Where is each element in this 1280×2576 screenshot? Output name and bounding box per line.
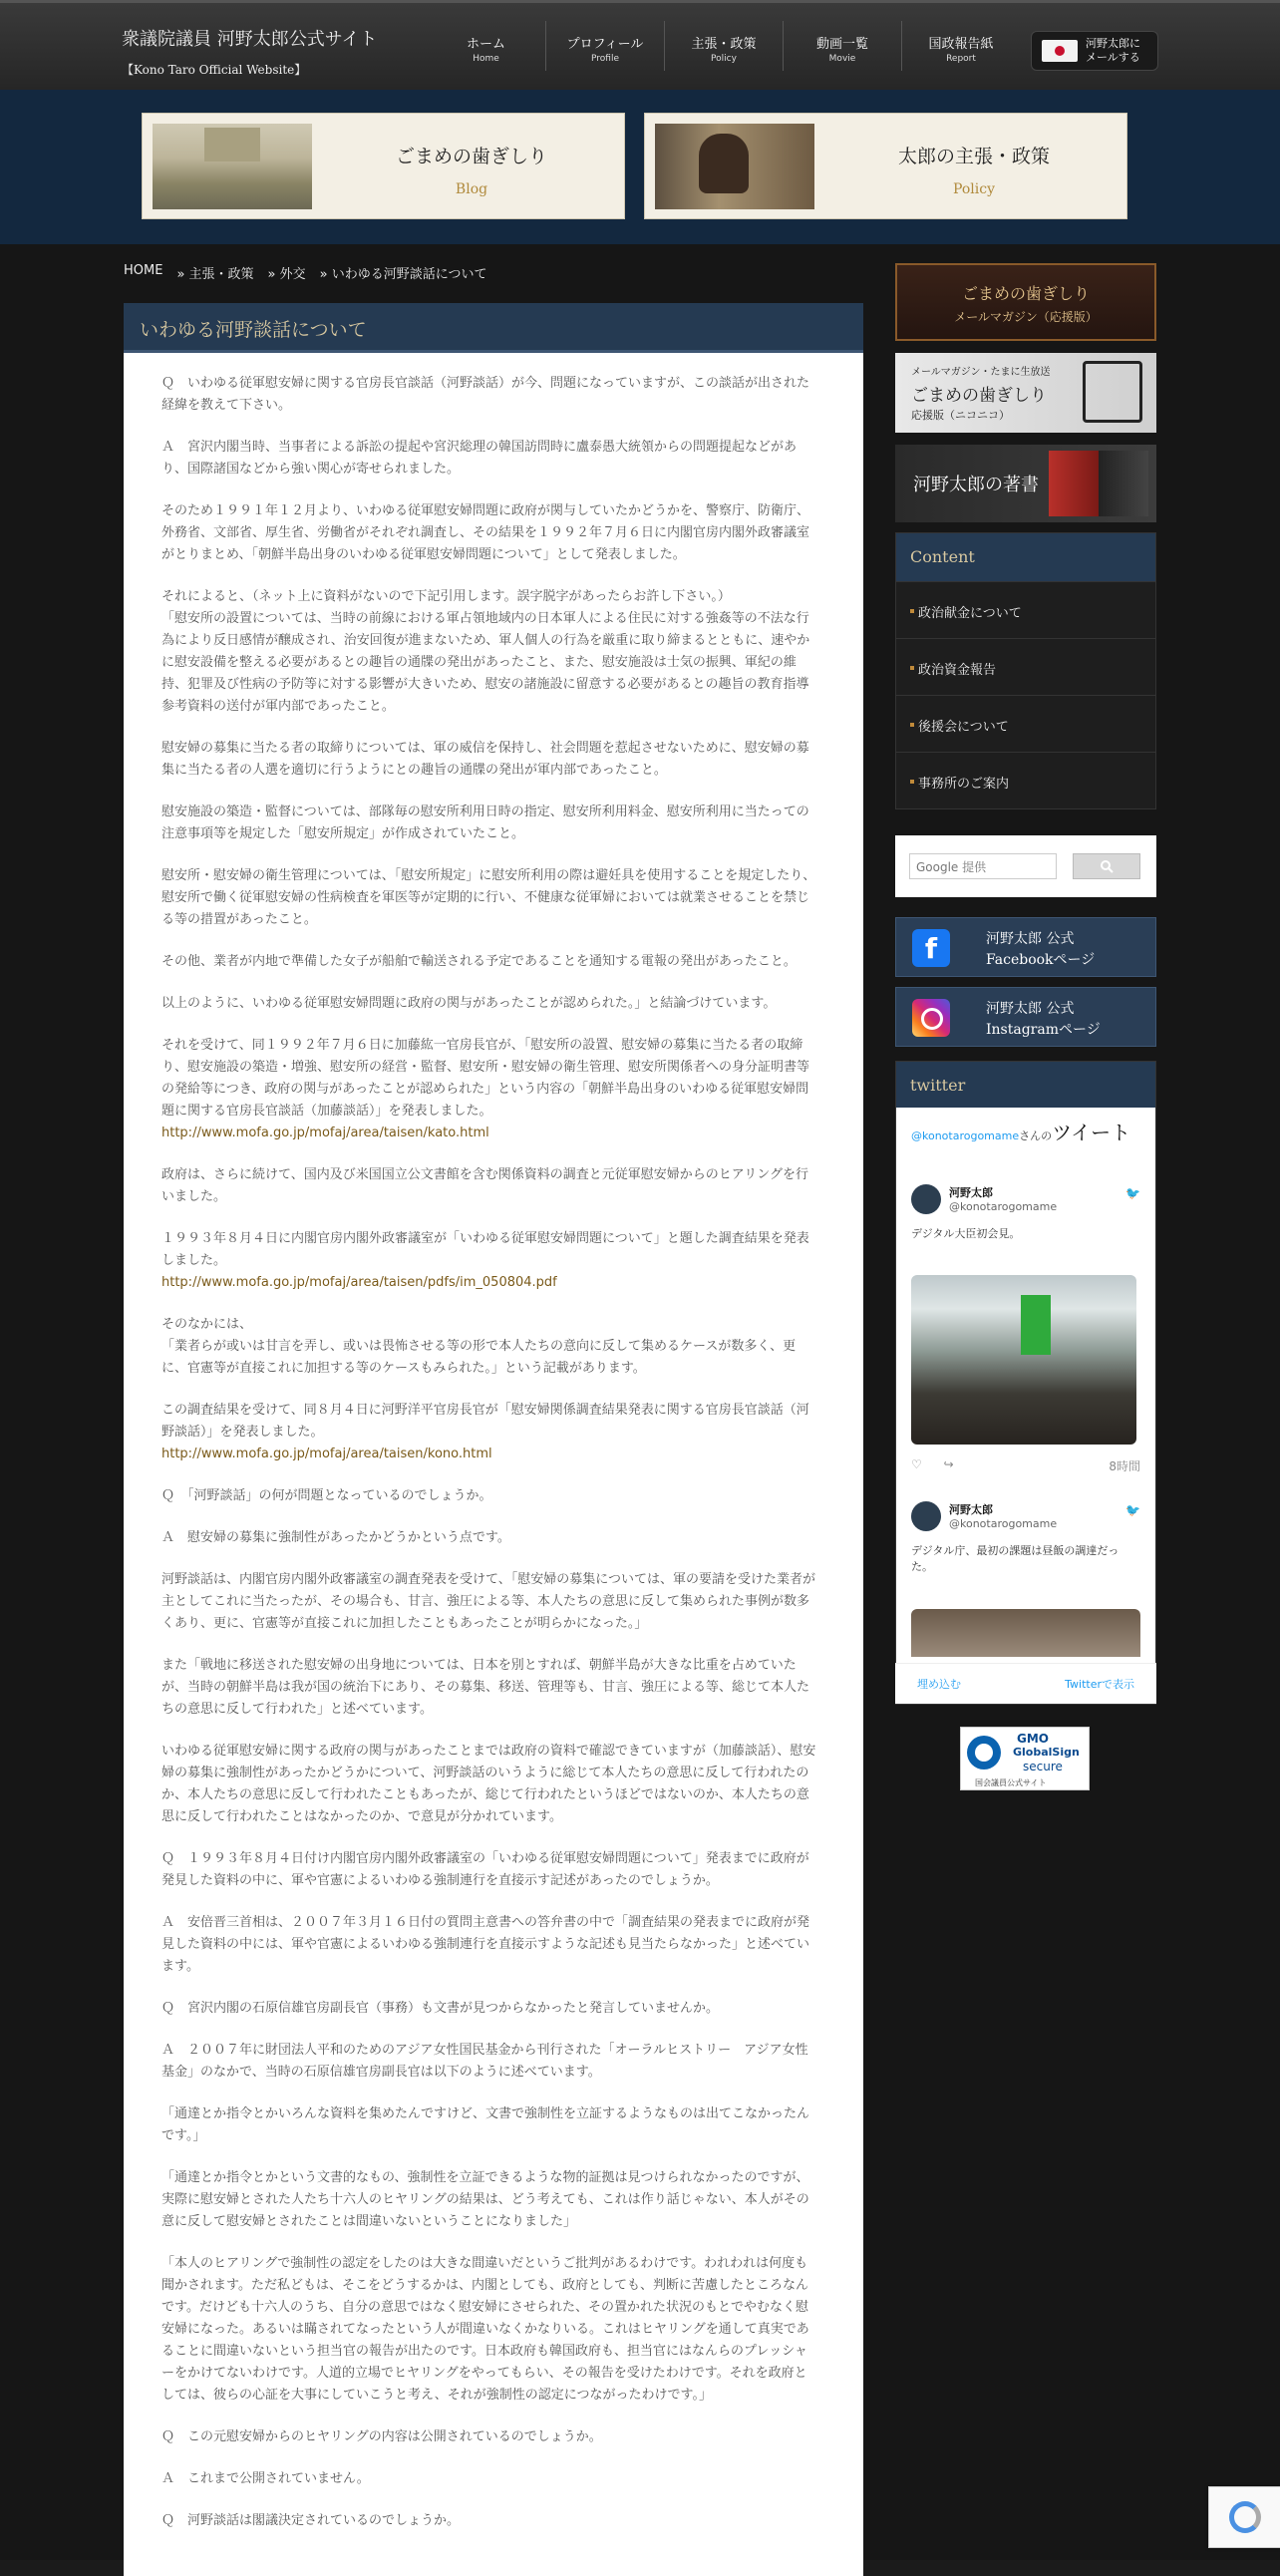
search-input[interactable]: Google 提供 [909, 853, 1057, 879]
twitter-bird-icon: 🐦 [1125, 1186, 1140, 1200]
banner-line: メールマガジン・たまに生放送 [911, 367, 1051, 378]
nav-label: プロフィール [566, 37, 644, 52]
article-paragraph: Ｑ 河野談話は閣議決定されているのでしょうか。 [161, 2513, 461, 2528]
search-box [895, 835, 1156, 897]
article-paragraph: 慰安施設の築造・監督については、部隊毎の慰安所利用日時の指定、慰安所利用料金、慰安所利用に当たっての注意事項等を規定した「慰安所規定」が作成されていたこと。 [161, 805, 809, 841]
banner-line: 河野太郎の著書 [913, 475, 1039, 495]
embed-link[interactable]: 埋め込む [917, 1678, 961, 1691]
banner-line: ごまめの歯ぎしり [911, 386, 1047, 406]
nav-label: 国政報告紙 [928, 37, 994, 52]
banner-line: Facebookページ [986, 952, 1096, 968]
article-paragraph: Ｑ １９９３年８月４日付け内閣官房内閣外政審議室の「いわゆる従軍慰安婦問題について」発表までに政府が発見した資料の中に、軍や官憲によるいわゆる強制連行を直接示す記述があったのでしょうか。 [161, 1851, 809, 1888]
recaptcha-icon [1229, 2501, 1261, 2533]
banner-title: ごまめの歯ぎしり [395, 146, 547, 167]
tweet[interactable] [911, 1501, 1140, 1573]
article-paragraph: 慰安婦の募集に当たる者の取締りについては、軍の威信を保持し、社会問題を惹起させないために、慰安婦の募集に当たる者の人選を適切に行うようにとの趣旨の通牒の発出が軍内部であったこと。 [161, 741, 809, 778]
policy-banner[interactable] [644, 113, 1127, 219]
tweet-handle: @konotarogomame [949, 1517, 1058, 1530]
nav-sublabel: Movie [828, 54, 856, 64]
nav-sublabel: Profile [591, 54, 619, 64]
article-paragraph: また「戦地に移送された慰安婦の出身地については、日本を別とすれば、朝鮮半島が大きな比重を占めていたが、当時の朝鮮半島は我が国の統治下にあり、その募集、移送、管理等も、甘言、強圧による等、総じて本人たちの意思に反して行われた」と述べています。 [161, 1658, 810, 1717]
seal-text: GMO [1017, 1732, 1049, 1746]
heart-icon[interactable]: ♡ [911, 1457, 922, 1471]
tweet-photo[interactable] [911, 1609, 1140, 1657]
content-item-donation[interactable]: 政治献金について [896, 581, 1155, 638]
search-button[interactable] [1073, 853, 1140, 879]
paragraph-text: それを受けて、同１９９２年７月６日に加藤紘一官房長官が、「慰安所の設置、慰安婦の募集に当たる者の取締り、慰安施設の築造・増強、慰安所の経営・監督、慰安所・慰安婦の衛生管理、慰安所関係者への身分証明書等の発給等につき、政府の関与があったことが認められた」という内容の「朝鮮半島出身のいわゆる従軍慰安婦問題に関する官房長官談話（加藤談話）」を発表しました。 [161, 1038, 810, 1119]
content-item-office[interactable]: 事務所のご案内 [896, 752, 1155, 808]
article-paragraph-with-link [161, 1228, 819, 1294]
article-paragraph: それによると、（ネット上に資料がないので下記引用します。誤字脱字があったらお許し下さい。） 「慰安所の設置については、当時の前線における軍占領地域内の日本軍人による住民に対する強姦等の不法な行為により反日感情が醸成され、治安回復が進まないため、軍人個人の行為を厳重に取り締まるとともに、速やかに慰安設備を整える必要があるとの趣旨の通牒の発出があったこと、また、慰安施設は士気の振興、軍紀の維持、犯罪及び性病の予防等に対する影響が大きいため、慰安の諸施設に留意する必要があるとの趣旨の教育指導参考資料の送付が軍内部であったこと。 [161, 589, 810, 714]
tweet-time[interactable]: 8時間 [1109, 1459, 1140, 1473]
banner-line: 河野太郎 公式 [986, 1001, 1075, 1017]
nav-label: ホーム [466, 37, 505, 52]
twitter-heading-tweets: ツイート [1052, 1121, 1131, 1144]
article-paragraph: Ｑ いわゆる従軍慰安婦に関する官房長官談話（河野談話）が今、問題になっていますが、この談話が出された経緯を教えて下さい。 [161, 376, 810, 413]
seal-text: 国会議員公式サイト [975, 1778, 1047, 1787]
avatar [911, 1184, 941, 1214]
tweet-name: 河野太郎 [949, 1503, 993, 1516]
article-paragraph: Ｑ 「河野談話」の何が問題となっているのでしょうか。 [161, 1488, 492, 1503]
article-paragraph-with-link [161, 1035, 819, 1144]
seal-text: GlobalSign [1013, 1746, 1080, 1759]
nav-movie[interactable] [783, 21, 901, 71]
twitter-heading-san: さんの [1019, 1129, 1053, 1142]
mail-label-1: 河野太郎に [1086, 37, 1140, 50]
banner-line: ごまめの歯ぎしり [961, 284, 1090, 303]
mail-button[interactable] [1031, 31, 1158, 71]
share-icon[interactable]: ↪ [943, 1457, 954, 1471]
kato-link[interactable]: http://www.mofa.go.jp/mofaj/area/taisen/kato.html [161, 1126, 489, 1140]
tweet-actions [911, 1457, 1140, 1471]
nav-policy[interactable] [664, 21, 783, 71]
article-paragraph: Ｑ この元慰安婦からのヒヤリングの内容は公開されているのでしょうか。 [161, 2429, 602, 2444]
article-paragraph: Ａ 慰安婦の募集に強制性があったかどうかという点です。 [161, 1530, 510, 1545]
banner-band [0, 90, 1280, 244]
breadcrumb-current: » いわゆる河野談話について [319, 267, 487, 282]
facebook-icon: f [912, 929, 950, 967]
nico-banner[interactable] [895, 353, 1156, 433]
tweet-name: 河野太郎 [949, 1186, 993, 1199]
breadcrumb-diplomacy[interactable]: » 外交 [267, 267, 306, 282]
im-report-link[interactable]: http://www.mofa.go.jp/mofaj/area/taisen/pdfs/im_050804.pdf [161, 1275, 557, 1290]
banner-subtitle: Policy [953, 181, 995, 197]
paragraph-text: １９９３年８月４日に内閣官房内閣外政審議室が「いわゆる従軍慰安婦問題について」と題した調査結果を発表しました。 [161, 1231, 809, 1268]
article [124, 303, 863, 2576]
article-paragraph: Ａ これまで公開されていません。 [161, 2471, 370, 2486]
tweet-text: デジタル大臣初会見。 [911, 1227, 1021, 1240]
paragraph-text: この調査結果を受けて、同８月４日に河野洋平官房長官が「慰安婦関係調査結果発表に関する官房長官談話（河野談話）」を発表しました。 [161, 1403, 809, 1440]
nav-label: 動画一覧 [815, 37, 868, 52]
search-icon [1100, 859, 1114, 873]
article-paragraph: そのため１９９１年１２月より、いわゆる従軍慰安婦問題に政府が関与していたかどうかを、警察庁、防衛庁、外務省、文部省、厚生省、労働省がそれぞれ調査し、その結果を１９９２年７月６日に内閣官房内閣外政審議室がとりまとめ、「朝鮮半島出身のいわゆる従軍慰安婦問題について」として発表しました。 [161, 503, 810, 562]
article-paragraph: Ａ ２００７年に財団法人平和のためのアジア女性国民基金から刊行された「オーラルヒストリー アジア女性基金」のなかで、当時の石原信雄官房副長官は以下のように述べています。 [161, 2043, 808, 2080]
article-paragraph: 政府は、さらに続けて、国内及び米国国立公文書館を含む関係資料の調査と元従軍慰安婦からのヒアリングを行いました。 [161, 1167, 808, 1204]
tweet[interactable] [911, 1184, 1140, 1244]
article-paragraph: 「通達とか指令とかという文書的なもの、強制性を立証できるような物的証拠は見つけられなかったのですが、実際に慰安婦とされた人たち十六人のヒヤリングの結果は、どう考えても、これは作り話じゃない、本人がその意に反して慰安婦とされたことは間違いないということになりました」 [161, 2170, 809, 2229]
main-nav [427, 21, 1020, 71]
top-header [0, 0, 1280, 90]
breadcrumb-policy[interactable]: » 主張・政策 [176, 267, 254, 282]
banner-line: Instagramページ [986, 1022, 1101, 1038]
book-cover-image [1049, 451, 1148, 516]
article-paragraph: Ｑ 宮沢内閣の石原信雄官房副長官（事務）も文書が見つからなかったと発言していませんか。 [161, 2001, 720, 2016]
article-paragraph: 河野談話は、内閣官房内閣外政審議室の調査発表を受けて、「慰安婦の募集については、軍の要請を受けた業者が主としてこれに当たったが、その場合も、甘言、強圧による等、本人たちの意思に反して集められた事例が数多くあり、更に、官憲等が直接これに加担したこともあったことが明らかになった。」 [161, 1572, 815, 1631]
content-box [895, 532, 1156, 809]
site-title[interactable]: 衆議院議員 河野太郎公式サイト [122, 29, 378, 50]
instagram-banner[interactable] [895, 987, 1156, 1047]
portrait-image [655, 124, 814, 209]
article-paragraph: 「通達とか指令とかいろんな資料を集めたんですけど、文書で強制性を立証するようなものは出てこなかったんです。」 [161, 2106, 810, 2143]
banner-title: 太郎の主張・政策 [897, 146, 1050, 167]
article-title: いわゆる河野談話について [124, 303, 863, 353]
content-item-funds-report[interactable]: 政治資金報告 [896, 638, 1155, 695]
nav-sublabel: Report [946, 54, 976, 64]
breadcrumb [124, 263, 486, 282]
banner-line: メールマガジン（応援版） [954, 310, 1098, 324]
twitter-footer [895, 1663, 1156, 1704]
article-paragraph: 以上のように、いわゆる従軍慰安婦問題に政府の関与があったことが認められた。」と結論づけています。 [161, 996, 777, 1011]
kono-link[interactable]: http://www.mofa.go.jp/mofaj/area/taisen/kono.html [161, 1447, 492, 1461]
article-paragraph: いわゆる従軍慰安婦に関する政府の関与があったことまでは政府の資料で確認できていますが（加藤談話）、慰安婦の募集に強制性があったかどうかについて、河野談話のいうように総じて本人たちの意思に反して行われたのか、本人たちの意思に反して行われたこともあったが、総じて行われたというほどではないのか、本人たちの意思に反して行われたことはなかったのか、で意見が分かれています。 [161, 1744, 816, 1824]
avatar [911, 1501, 941, 1531]
article-paragraph: Ａ 宮沢内閣当時、当事者による訴訟の提起や宮沢総理の韓国訪問時に盧泰愚大統領からの問題提起などがあり、国際諸国などから強い関心が寄せられました。 [161, 440, 798, 477]
site-subtitle: 【Kono Taro Official Website】 [122, 63, 307, 77]
tweet-text: デジタル庁、最初の課題は昼飯の調達だった。 [911, 1544, 1120, 1573]
mail-label-2: メールする [1086, 51, 1140, 64]
nav-label: 主張・政策 [691, 37, 757, 52]
twitter-heading [911, 1117, 1140, 1145]
banner-line: 応援版（ニコニコ） [911, 409, 1010, 422]
twitter-bird-icon: 🐦 [1125, 1503, 1140, 1517]
nico-logo-icon [1083, 361, 1142, 423]
nav-sublabel: Policy [711, 54, 737, 64]
japan-flag-icon [1042, 40, 1078, 62]
tweet-photo[interactable] [911, 1275, 1136, 1445]
banner-subtitle: Blog [455, 181, 488, 197]
blog-banner[interactable] [142, 113, 625, 219]
article-paragraph: Ａ 安倍晋三首相は、２００７年３月１６日付の質問主意書への答弁書の中で「調査結果の発表までに政府が発見した資料の中には、軍や官憲によるいわゆる強制連行を直接示すような記述も見当たらなかった」と述べています。 [161, 1915, 810, 1974]
article-paragraph: 慰安所・慰安婦の衛生管理については、「慰安所規定」に慰安所利用の際は避妊具を使用することを規定したり、慰安所で働く従軍慰安婦の性病検査を軍医等が定期的に行い、不健康な従軍婦においては就業させることを禁じる等の措置があったこと。 [161, 868, 816, 927]
nav-sublabel: Home [473, 54, 499, 64]
content-item-supporters[interactable]: 後援会について [896, 695, 1155, 752]
instagram-icon [912, 999, 950, 1037]
view-on-twitter-link[interactable]: Twitterで表示 [1065, 1678, 1134, 1691]
twitter-title: twitter [896, 1062, 1155, 1108]
seal-text: secure [1023, 1760, 1063, 1773]
nav-home[interactable] [427, 21, 545, 71]
diet-building-image [153, 124, 312, 209]
article-paragraph: そのなかには、 「業者らが或いは甘言を弄し、或いは畏怖させる等の形で本人たちの意向に反して集めるケースが数多く、更に、官憲等が直接これに加担する等のケースもみられた。」という記載があります。 [161, 1317, 797, 1376]
nav-profile[interactable] [545, 21, 664, 71]
breadcrumb-home[interactable]: HOME [124, 263, 163, 278]
recaptcha-badge[interactable] [1208, 2486, 1280, 2548]
books-banner[interactable] [895, 445, 1156, 522]
facebook-banner[interactable] [895, 917, 1156, 977]
twitter-handle-link[interactable]: @konotarogomame [911, 1129, 1020, 1142]
mail-magazine-banner[interactable] [895, 263, 1156, 341]
banner-line: 河野太郎 公式 [986, 931, 1075, 947]
article-paragraph: その他、業者が内地で準備した女子が船舶で輸送される予定であることを通知する電報の発出があったこと。 [161, 954, 797, 969]
article-paragraph-with-link [161, 1400, 819, 1465]
tweet-handle: @konotarogomame [949, 1200, 1058, 1213]
article-body [124, 353, 863, 2532]
content-title: Content [896, 533, 1155, 581]
article-paragraph: 「本人のヒアリングで強制性の認定をしたのは大きな間違いだというご批判があるわけです。われわれは何度も聞かされます。ただ私どもは、そこをどうするかは、内閣としても、政府としても、判断に苦慮したところなんです。だけども十六人のうち、自分の意思ではなく慰安婦にさせられた、その置かれた状況のもとでやむなく慰安婦になった。あるいは瞞されてなったという人が間違いなくかなりいる。これはヒヤリングを通して真実であることに間違いないという担当官の報告が出たのです。日本政府も韓国政府も、担当官にはなんらのプレッシャーをかけてないわけです。人道的立場でヒヤリングをやってもらい、その報告を受けたわけです。それを政府としては、彼らの心証を大事にしていこうと考え、それが強制性の認定につながったわけです。」 [161, 2256, 809, 2403]
globalsign-seal[interactable] [960, 1727, 1090, 1790]
nav-report[interactable] [901, 21, 1020, 71]
globalsign-logo-icon [967, 1736, 1001, 1770]
